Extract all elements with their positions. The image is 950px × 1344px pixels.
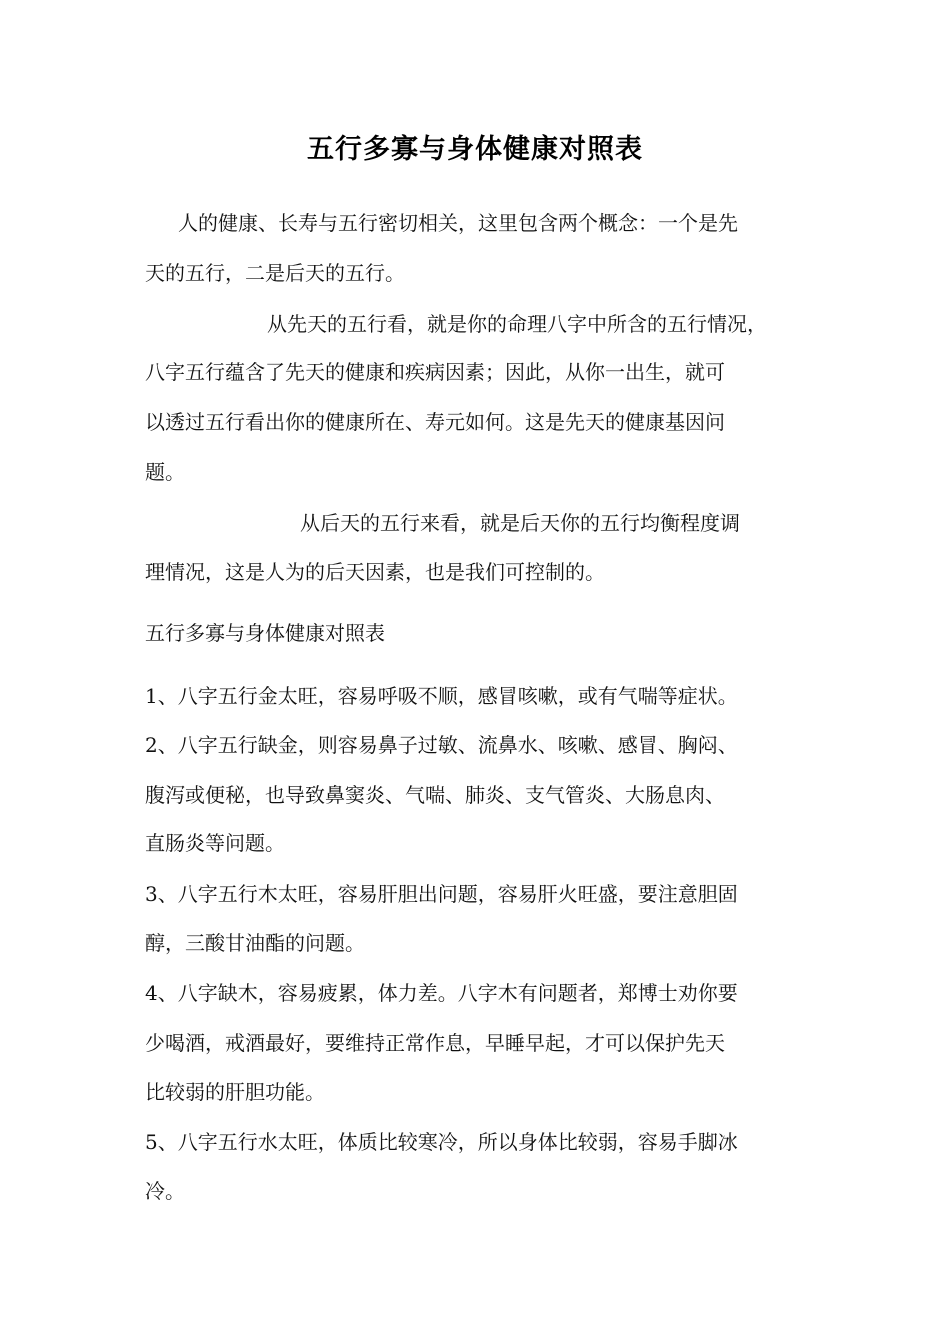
paragraph-acquired-line-1: 从后天的五行来看，就是后天你的五行均衡程度调 — [300, 511, 740, 535]
document-title: 五行多寡与身体健康对照表 — [307, 134, 643, 165]
paragraph-innate-line-2: 八字五行蕴含了先天的健康和疾病因素；因此，从你一出生，就可 — [145, 360, 725, 384]
list-item-2-line-2: 腹泻或便秘，也导致鼻窦炎、气喘、肺炎、支气管炎、大肠息肉、 — [145, 783, 725, 807]
list-item-5-line-2: 冷。 — [145, 1179, 185, 1203]
list-item-2-line-3: 直肠炎等问题。 — [145, 831, 285, 855]
paragraph-innate-line-3: 以透过五行看出你的健康所在、寿元如何。这是先天的健康基因问 — [145, 410, 725, 434]
list-item-1-line-1: 1、八字五行金太旺，容易呼吸不顺，感冒咳嗽，或有气喘等症状。 — [145, 684, 738, 708]
paragraph-acquired-line-2: 理情况，这是人为的后天因素，也是我们可控制的。 — [145, 560, 605, 584]
list-item-4-line-3: 比较弱的肝胆功能。 — [145, 1080, 325, 1104]
list-item-4-line-1: 4、八字缺木，容易疲累，体力差。八字木有问题者，郑博士劝你要 — [145, 981, 738, 1005]
list-item-3-line-2: 醇，三酸甘油酯的问题。 — [145, 931, 365, 955]
section-subtitle: 五行多寡与身体健康对照表 — [145, 621, 385, 645]
paragraph-innate-line-1: 从先天的五行看，就是你的命理八字中所含的五行情况， — [267, 312, 767, 336]
list-item-3-line-1: 3、八字五行木太旺，容易肝胆出问题，容易肝火旺盛，要注意胆固 — [145, 882, 738, 906]
paragraph-intro-line-2: 天的五行，二是后天的五行。 — [145, 261, 405, 285]
paragraph-intro-line-1: 人的健康、长寿与五行密切相关，这里包含两个概念：一个是先 — [178, 211, 738, 235]
list-item-5-line-1: 5、八字五行水太旺，体质比较寒冷，所以身体比较弱，容易手脚冰 — [145, 1130, 738, 1154]
paragraph-innate-line-4: 题。 — [145, 460, 185, 484]
list-item-4-line-2: 少喝酒，戒酒最好，要维持正常作息，早睡早起，才可以保护先天 — [145, 1031, 725, 1055]
list-item-2-line-1: 2、八字五行缺金，则容易鼻子过敏、流鼻水、咳嗽、感冒、胸闷、 — [145, 733, 738, 757]
